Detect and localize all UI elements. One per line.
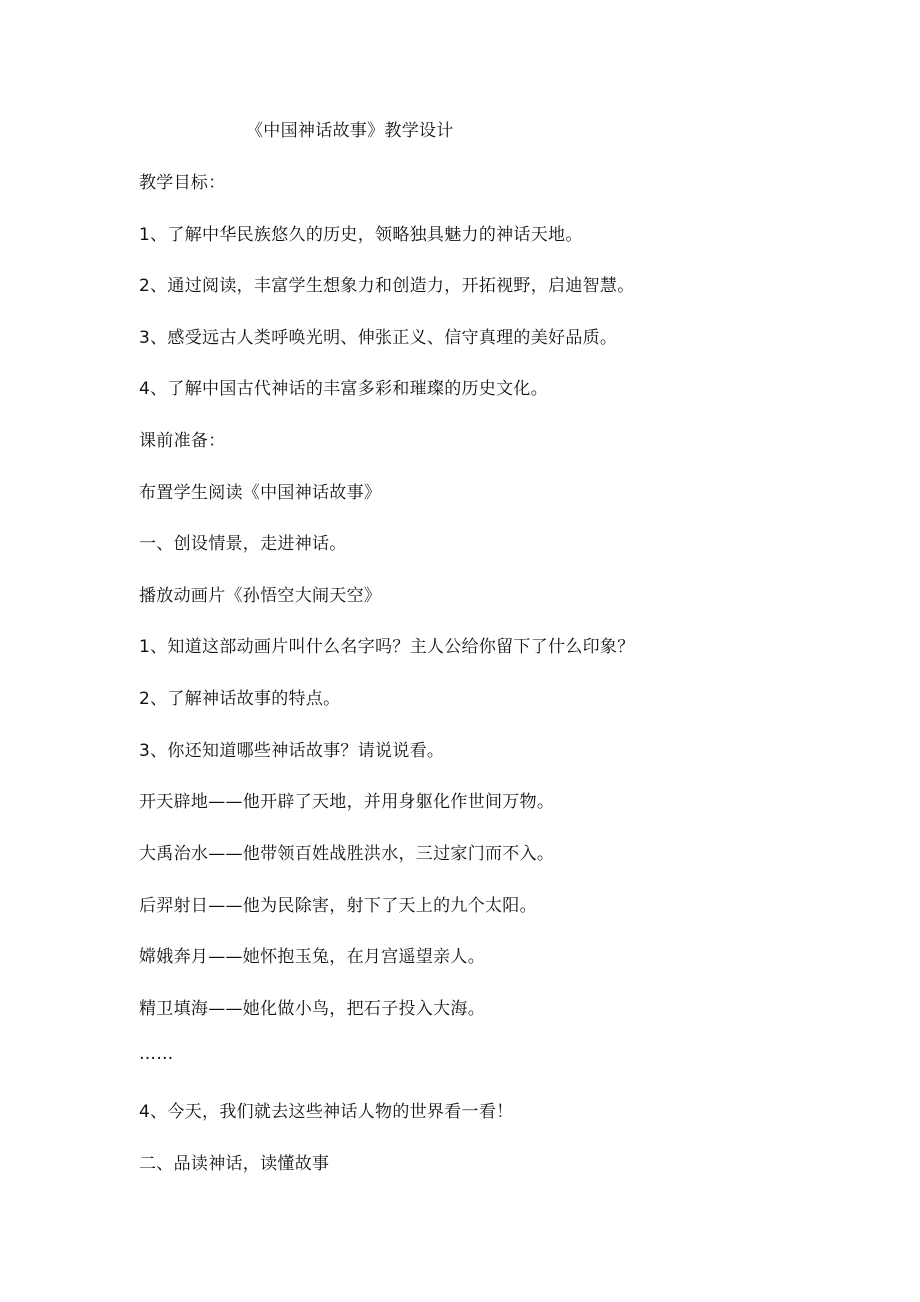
myth-summary: 嫦娥奔月——她怀抱玉兔，在月宫遥望亲人。 <box>139 947 485 967</box>
section-heading-part-one: 一、创设情景，走进神话。 <box>139 534 347 554</box>
section-heading-objectives: 教学目标： <box>139 173 226 193</box>
myth-summary: 大禹治水——他带领百姓战胜洪水，三过家门而不入。 <box>139 844 555 864</box>
question-item: 4、今天，我们就去这些神话人物的世界看一看！ <box>139 1102 514 1122</box>
question-item: 3、你还知道哪些神话故事？请说说看。 <box>139 741 445 761</box>
question-item: 1、知道这部动画片叫什么名字吗？主人公给你留下了什么印象？ <box>139 637 635 657</box>
objective-item: 4、了解中国古代神话的丰富多彩和璀璨的历史文化。 <box>139 379 549 399</box>
myth-summary: 精卫填海——她化做小鸟，把石子投入大海。 <box>139 999 485 1019</box>
ellipsis: …… <box>139 1044 174 1064</box>
objective-item: 3、感受远古人类呼唤光明、伸张正义、信守真理的美好品质。 <box>139 328 618 348</box>
document-title: 《中国神话故事》教学设计 <box>246 121 454 141</box>
paragraph: 播放动画片《孙悟空大闹天空》 <box>139 586 382 606</box>
paragraph: 布置学生阅读《中国神话故事》 <box>139 483 382 503</box>
objective-item: 2、通过阅读，丰富学生想象力和创造力，开拓视野，启迪智慧。 <box>139 276 635 296</box>
objective-item: 1、了解中华民族悠久的历史，领略独具魅力的神话天地。 <box>139 225 583 245</box>
question-item: 2、了解神话故事的特点。 <box>139 689 341 709</box>
section-heading-part-two: 二、品读神话，读懂故事 <box>139 1154 330 1174</box>
myth-summary: 后羿射日——他为民除害，射下了天上的九个太阳。 <box>139 896 537 916</box>
myth-summary: 开天辟地——他开辟了天地，并用身躯化作世间万物。 <box>139 792 555 812</box>
section-heading-preparation: 课前准备： <box>139 431 226 451</box>
